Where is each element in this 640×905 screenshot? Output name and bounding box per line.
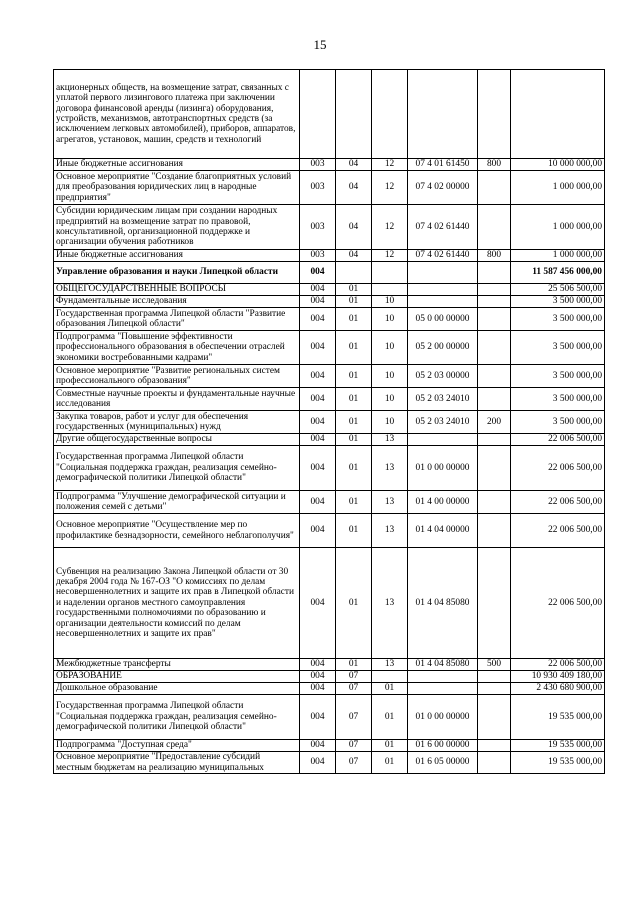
row-expense-code xyxy=(478,284,511,296)
row-amount: 22 006 500,00 xyxy=(511,446,605,491)
row-ministry-code: 004 xyxy=(300,262,336,284)
row-amount: 19 535 000,00 xyxy=(511,752,605,774)
table-row xyxy=(54,262,605,284)
row-subsection-code: 13 xyxy=(372,514,408,548)
row-section-code xyxy=(336,262,372,284)
row-name: Основное мероприятие "Развитие региональных систем профессионального образования" xyxy=(54,365,300,388)
table-row xyxy=(54,740,605,752)
row-target-code: 01 4 04 00000 xyxy=(408,514,478,548)
row-target-code: 05 2 03 00000 xyxy=(408,365,478,388)
row-target-code xyxy=(408,70,478,159)
row-amount: 10 000 000,00 xyxy=(511,159,605,171)
row-expense-code xyxy=(478,70,511,159)
row-name: ОБРАЗОВАНИЕ xyxy=(54,671,300,683)
row-ministry-code: 003 xyxy=(300,159,336,171)
row-expense-code xyxy=(478,308,511,331)
table-row xyxy=(54,308,605,331)
row-subsection-code xyxy=(372,70,408,159)
row-expense-code xyxy=(478,514,511,548)
row-target-code: 07 4 02 00000 xyxy=(408,171,478,205)
row-section-code: 07 xyxy=(336,683,372,695)
table-row xyxy=(54,514,605,548)
row-name: Основное мероприятие "Осуществление мер по профилактике безнадзорности, семейного неблагополучия" xyxy=(54,514,300,548)
row-name: Дошкольное образование xyxy=(54,683,300,695)
row-section-code: 01 xyxy=(336,434,372,446)
row-subsection-code: 01 xyxy=(372,683,408,695)
row-subsection-code xyxy=(372,262,408,284)
row-amount: 3 500 000,00 xyxy=(511,308,605,331)
row-target-code: 05 2 00 00000 xyxy=(408,331,478,365)
row-amount: 3 500 000,00 xyxy=(511,411,605,434)
row-ministry-code: 004 xyxy=(300,308,336,331)
row-ministry-code: 004 xyxy=(300,296,336,308)
row-target-code: 01 6 00 00000 xyxy=(408,740,478,752)
table-row xyxy=(54,491,605,514)
row-ministry-code: 003 xyxy=(300,205,336,250)
row-subsection-code: 13 xyxy=(372,446,408,491)
table-row xyxy=(54,752,605,774)
row-section-code: 04 xyxy=(336,171,372,205)
page-number: 15 xyxy=(313,37,327,52)
row-name: Государственная программа Липецкой области "Социальная поддержка граждан, реализация семейно-демографической политики Липецкой области" xyxy=(54,446,300,491)
table-row xyxy=(54,446,605,491)
table-row xyxy=(54,296,605,308)
row-name: Подпрограмма "Повышение эффективности профессионального образования в обеспечении отраслей экономики востребованными кадрами" xyxy=(54,331,300,365)
row-ministry-code: 004 xyxy=(300,446,336,491)
row-target-code: 01 0 00 00000 xyxy=(408,446,478,491)
row-section-code: 01 xyxy=(336,446,372,491)
row-name: Управление образования и науки Липецкой области xyxy=(54,262,300,284)
row-target-code: 01 4 04 85080 xyxy=(408,548,478,659)
row-name: Совместные научные проекты и фундаментальные научные исследования xyxy=(54,388,300,411)
row-expense-code xyxy=(478,671,511,683)
row-subsection-code: 12 xyxy=(372,205,408,250)
table-row xyxy=(54,70,605,159)
table-row xyxy=(54,331,605,365)
row-target-code xyxy=(408,671,478,683)
table-row xyxy=(54,365,605,388)
row-target-code xyxy=(408,262,478,284)
row-ministry-code xyxy=(300,70,336,159)
row-section-code: 01 xyxy=(336,365,372,388)
row-subsection-code: 01 xyxy=(372,740,408,752)
row-expense-code xyxy=(478,388,511,411)
row-section-code: 01 xyxy=(336,491,372,514)
row-ministry-code: 004 xyxy=(300,411,336,434)
table-row xyxy=(54,548,605,659)
row-expense-code xyxy=(478,491,511,514)
table-row xyxy=(54,171,605,205)
row-ministry-code: 004 xyxy=(300,284,336,296)
row-section-code: 07 xyxy=(336,671,372,683)
row-subsection-code: 13 xyxy=(372,491,408,514)
row-subsection-code: 12 xyxy=(372,159,408,171)
row-amount: 3 500 000,00 xyxy=(511,296,605,308)
row-amount: 2 430 680 900,00 xyxy=(511,683,605,695)
row-section-code: 07 xyxy=(336,695,372,740)
table-row xyxy=(54,434,605,446)
row-expense-code xyxy=(478,446,511,491)
table-row xyxy=(54,411,605,434)
row-section-code xyxy=(336,70,372,159)
table-row xyxy=(54,159,605,171)
table-row xyxy=(54,205,605,250)
row-expense-code xyxy=(478,434,511,446)
row-subsection-code: 10 xyxy=(372,365,408,388)
row-amount: 22 006 500,00 xyxy=(511,491,605,514)
row-name: Подпрограмма "Улучшение демографической ситуации и положения семей с детьми" xyxy=(54,491,300,514)
row-target-code: 07 4 02 61440 xyxy=(408,205,478,250)
row-section-code: 01 xyxy=(336,331,372,365)
row-amount: 19 535 000,00 xyxy=(511,740,605,752)
row-amount: 1 000 000,00 xyxy=(511,250,605,262)
row-name: Фундаментальные исследования xyxy=(54,296,300,308)
row-name: Субвенция на реализацию Закона Липецкой области от 30 декабря 2004 года № 167-ОЗ "О комиссиях по делам несовершеннолетних и защите их прав в Липецкой области и наделении органов местного самоуправления государственными полномочиями по образованию и организации деятельности комиссий по делам несовершеннолетних и защите их прав" xyxy=(54,548,300,659)
row-amount: 22 006 500,00 xyxy=(511,514,605,548)
row-section-code: 01 xyxy=(336,308,372,331)
row-section-code: 01 xyxy=(336,296,372,308)
table-row xyxy=(54,388,605,411)
row-name: Подпрограмма "Доступная среда" xyxy=(54,740,300,752)
row-subsection-code xyxy=(372,671,408,683)
row-target-code: 01 0 00 00000 xyxy=(408,695,478,740)
row-ministry-code: 004 xyxy=(300,671,336,683)
row-expense-code xyxy=(478,365,511,388)
row-section-code: 04 xyxy=(336,250,372,262)
table-row xyxy=(54,284,605,296)
row-amount: 3 500 000,00 xyxy=(511,388,605,411)
table-row xyxy=(54,250,605,262)
row-target-code: 05 2 03 24010 xyxy=(408,388,478,411)
row-name: Государственная программа Липецкой области "Социальная поддержка граждан, реализация семейно-демографической политики Липецкой области" xyxy=(54,695,300,740)
row-section-code: 04 xyxy=(336,159,372,171)
row-expense-code xyxy=(478,548,511,659)
row-amount: 25 506 500,00 xyxy=(511,284,605,296)
row-name: акционерных обществ, на возмещение затрат, связанных с уплатой первого лизингового платежа при заключении договора финансовой аренды (лизинга) оборудования, устройств, механизмов, автотранспортных средств (за исключением легковых автомобилей), приборов, аппаратов, агрегатов, установок, машин, средств и технологий xyxy=(54,70,300,159)
row-subsection-code: 13 xyxy=(372,659,408,671)
row-subsection-code: 10 xyxy=(372,308,408,331)
row-target-code xyxy=(408,434,478,446)
row-subsection-code: 12 xyxy=(372,171,408,205)
row-target-code: 07 4 01 61450 xyxy=(408,159,478,171)
row-expense-code xyxy=(478,695,511,740)
row-ministry-code: 004 xyxy=(300,659,336,671)
row-amount: 22 006 500,00 xyxy=(511,548,605,659)
row-expense-code xyxy=(478,752,511,774)
row-ministry-code: 004 xyxy=(300,365,336,388)
row-expense-code: 800 xyxy=(478,159,511,171)
row-target-code xyxy=(408,284,478,296)
row-ministry-code: 003 xyxy=(300,171,336,205)
row-name: Основное мероприятие "Предоставление субсидий местным бюджетам на реализацию муниципальных xyxy=(54,752,300,774)
row-target-code: 05 0 00 00000 xyxy=(408,308,478,331)
table-row xyxy=(54,659,605,671)
row-target-code xyxy=(408,296,478,308)
table-row xyxy=(54,671,605,683)
row-amount: 19 535 000,00 xyxy=(511,695,605,740)
row-name: Иные бюджетные ассигнования xyxy=(54,250,300,262)
row-amount: 1 000 000,00 xyxy=(511,205,605,250)
row-amount: 22 006 500,00 xyxy=(511,659,605,671)
row-target-code: 01 4 04 85080 xyxy=(408,659,478,671)
row-section-code: 01 xyxy=(336,514,372,548)
row-section-code: 01 xyxy=(336,388,372,411)
row-expense-code xyxy=(478,740,511,752)
row-subsection-code xyxy=(372,284,408,296)
row-name: Государственная программа Липецкой области "Развитие образования Липецкой области" xyxy=(54,308,300,331)
row-expense-code: 200 xyxy=(478,411,511,434)
row-amount: 11 587 456 000,00 xyxy=(511,262,605,284)
row-name: ОБЩЕГОСУДАРСТВЕННЫЕ ВОПРОСЫ xyxy=(54,284,300,296)
row-subsection-code: 12 xyxy=(372,250,408,262)
table-row xyxy=(54,683,605,695)
row-expense-code xyxy=(478,683,511,695)
row-ministry-code: 004 xyxy=(300,388,336,411)
row-section-code: 07 xyxy=(336,752,372,774)
row-target-code: 01 4 00 00000 xyxy=(408,491,478,514)
row-amount: 3 500 000,00 xyxy=(511,331,605,365)
row-section-code: 01 xyxy=(336,284,372,296)
row-subsection-code: 10 xyxy=(372,411,408,434)
row-expense-code xyxy=(478,331,511,365)
row-ministry-code: 004 xyxy=(300,740,336,752)
row-subsection-code: 01 xyxy=(372,752,408,774)
row-target-code xyxy=(408,683,478,695)
row-amount: 22 006 500,00 xyxy=(511,434,605,446)
row-subsection-code: 10 xyxy=(372,296,408,308)
row-amount: 1 000 000,00 xyxy=(511,171,605,205)
row-section-code: 01 xyxy=(336,548,372,659)
row-target-code: 07 4 02 61440 xyxy=(408,250,478,262)
row-ministry-code: 004 xyxy=(300,514,336,548)
row-section-code: 01 xyxy=(336,411,372,434)
row-subsection-code: 01 xyxy=(372,695,408,740)
row-subsection-code: 13 xyxy=(372,548,408,659)
row-ministry-code: 004 xyxy=(300,695,336,740)
row-amount: 10 930 409 180,00 xyxy=(511,671,605,683)
budget-table xyxy=(53,69,605,774)
row-section-code: 04 xyxy=(336,205,372,250)
row-expense-code xyxy=(478,205,511,250)
row-ministry-code: 004 xyxy=(300,434,336,446)
row-subsection-code: 13 xyxy=(372,434,408,446)
row-subsection-code: 10 xyxy=(372,388,408,411)
row-expense-code xyxy=(478,262,511,284)
row-name: Закупка товаров, работ и услуг для обеспечения государственных (муниципальных) нужд xyxy=(54,411,300,434)
row-expense-code: 800 xyxy=(478,250,511,262)
row-amount: 3 500 000,00 xyxy=(511,365,605,388)
row-section-code: 07 xyxy=(336,740,372,752)
row-name: Иные бюджетные ассигнования xyxy=(54,159,300,171)
row-expense-code xyxy=(478,171,511,205)
row-expense-code: 500 xyxy=(478,659,511,671)
row-ministry-code: 003 xyxy=(300,250,336,262)
row-section-code: 01 xyxy=(336,659,372,671)
table-row xyxy=(54,695,605,740)
row-target-code: 05 2 03 24010 xyxy=(408,411,478,434)
row-name: Субсидии юридическим лицам при создании народных предприятий на возмещение затрат по правовой, консультативной, организационной поддержке и организации обучения работников xyxy=(54,205,300,250)
row-expense-code xyxy=(478,296,511,308)
row-name: Основное мероприятие "Создание благоприятных условий для преобразования юридических лиц в народные предприятия" xyxy=(54,171,300,205)
row-target-code: 01 6 05 00000 xyxy=(408,752,478,774)
row-ministry-code: 004 xyxy=(300,683,336,695)
row-ministry-code: 004 xyxy=(300,331,336,365)
row-ministry-code: 004 xyxy=(300,491,336,514)
row-name: Другие общегосударственные вопросы xyxy=(54,434,300,446)
row-subsection-code: 10 xyxy=(372,331,408,365)
row-name: Межбюджетные трансферты xyxy=(54,659,300,671)
row-ministry-code: 004 xyxy=(300,752,336,774)
row-amount xyxy=(511,70,605,159)
row-ministry-code: 004 xyxy=(300,548,336,659)
